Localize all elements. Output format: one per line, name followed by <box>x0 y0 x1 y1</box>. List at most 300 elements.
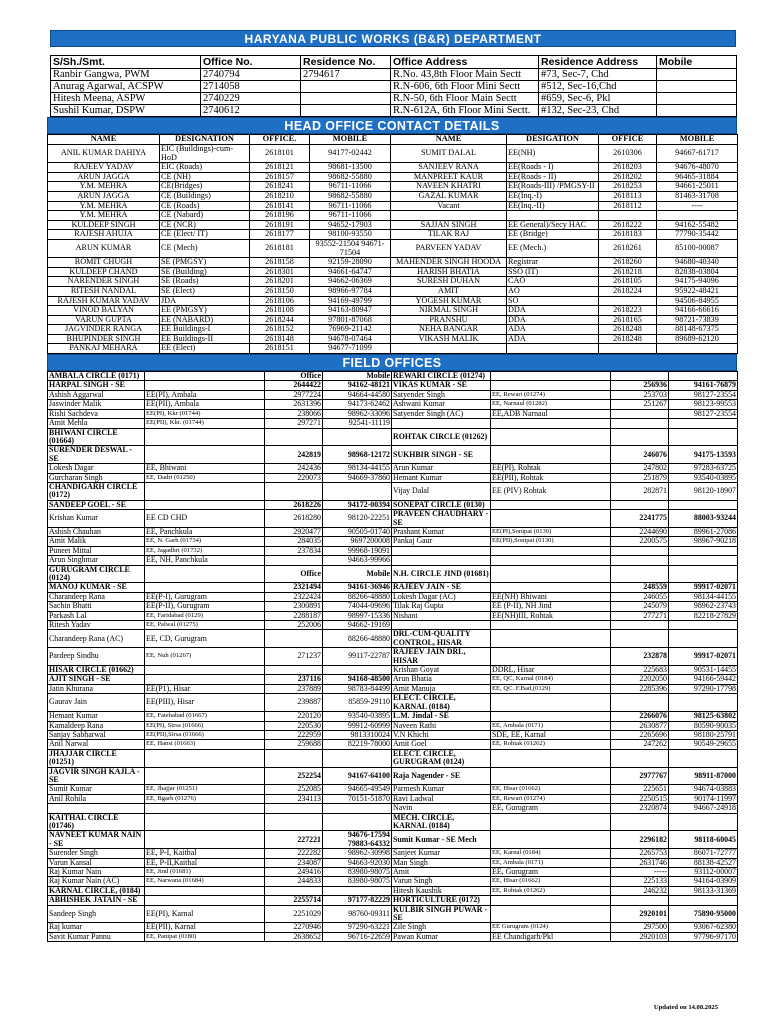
field-cell: 2250515 <box>611 794 669 803</box>
officer-row <box>51 81 737 93</box>
field-row <box>48 556 738 565</box>
head-office-cell: 2618141 <box>250 201 310 211</box>
field-cell: 2631746 <box>611 858 669 867</box>
field-cell <box>392 621 491 630</box>
field-cell: Satyender Singh (AC) <box>392 409 491 418</box>
head-office-cell: Registrar <box>507 258 599 268</box>
field-cell <box>611 621 669 630</box>
field-cell: 2320874 <box>611 804 669 813</box>
head-office-cell: 2618191 <box>250 220 310 230</box>
field-cell: EE(PII), Ambala <box>145 400 265 409</box>
field-row <box>48 419 738 428</box>
field-cell: HARPAL SINGH - SE <box>48 381 145 390</box>
field-cell: SONEPAT CIRCLE (0130) <box>392 500 491 509</box>
field-cell <box>491 372 611 381</box>
head-office-cell: Vacant <box>391 201 507 211</box>
head-office-cell: EIC (Buildings)-cum-HoD <box>160 145 250 163</box>
head-office-cell: 2618218 <box>599 267 657 277</box>
field-cell <box>669 621 738 630</box>
field-row <box>48 583 738 592</box>
head-office-cell <box>507 344 599 354</box>
head-office-cell: RAJESH AHUJA <box>48 230 160 240</box>
field-cell <box>145 482 265 500</box>
field-cell: 2266076 <box>611 712 669 721</box>
head-office-cell: EE(NH) <box>507 145 599 163</box>
field-cell: Satyender Singh <box>392 390 491 399</box>
head-office-cell: 94677-71099 <box>310 344 391 354</box>
officer-cell: R.N-50, 6th Floor Main Sectt <box>391 93 539 105</box>
field-row <box>48 749 738 767</box>
field-cell: EE(PI), Rohtak <box>491 464 611 473</box>
officer-cell: R.N-612A, 6th Floor Mini Sectt. <box>391 105 539 117</box>
field-cell: EE,ADB Narnaul <box>491 409 611 418</box>
field-cell <box>323 749 392 767</box>
field-cell <box>611 409 669 418</box>
field-cell <box>145 428 265 446</box>
field-cell <box>491 905 611 923</box>
field-row <box>48 932 738 941</box>
field-cell: 94173-62462 <box>323 400 392 409</box>
field-cell: 2200575 <box>611 537 669 546</box>
field-cell <box>145 446 265 464</box>
head-office-header-cell: MOBILE <box>657 135 738 145</box>
field-row <box>48 868 738 877</box>
field-cell <box>669 372 738 381</box>
field-cell: MANOJ KUMAR - SE <box>48 583 145 592</box>
field-cell: Kamaldeep Rana <box>48 721 145 730</box>
head-office-cell: PARVEEN YADAV <box>391 239 507 257</box>
head-office-cell <box>391 211 507 221</box>
field-cell: Amit Goel <box>392 740 491 749</box>
head-office-cell: DDA <box>507 315 599 325</box>
field-cell: EE Gurugram (0124) <box>491 923 611 932</box>
head-office-cell: VIKASH MALIK <box>391 334 507 344</box>
officer-cell <box>301 105 391 117</box>
field-cell <box>145 583 265 592</box>
field-cell: 2241775 <box>611 510 669 528</box>
field-cell: Pardeep Sindhu <box>48 648 145 666</box>
field-cell: Savit Kumar Pannu <box>48 932 145 941</box>
head-office-cell: SE (PMGSY) <box>160 258 250 268</box>
head-office-row <box>48 211 738 221</box>
field-cell: EE(NH)III, Rohtak <box>491 611 611 620</box>
field-cell: EE, Rewari (01274) <box>491 390 611 399</box>
head-office-cell: ARUN JAGGA <box>48 172 160 182</box>
field-row <box>48 390 738 399</box>
field-cell <box>669 749 738 767</box>
field-cell <box>611 419 669 428</box>
field-cell: 9813310024 <box>323 730 392 739</box>
field-cell: 2977224 <box>265 390 323 399</box>
head-office-cell: SE (Building) <box>160 267 250 277</box>
field-cell: ----- <box>611 868 669 877</box>
field-cell: 98125-63802 <box>669 712 738 721</box>
field-cell: EE(P1), Hisar <box>145 684 265 693</box>
field-row <box>48 546 738 555</box>
field-cell: EE Chandigarh/Pkl <box>491 932 611 941</box>
field-cell: Sumit Kumar <box>48 785 145 794</box>
head-office-cell: 2618201 <box>250 277 310 287</box>
head-office-cell: 2618202 <box>599 172 657 182</box>
head-office-cell: 2618158 <box>250 258 310 268</box>
field-cell: 93112-00007 <box>669 868 738 877</box>
field-cell <box>265 630 323 648</box>
field-cell: EE(PII),Sonipat (0130) <box>491 537 611 546</box>
field-cell: 297271 <box>265 419 323 428</box>
field-cell: 94669-37860 <box>323 473 392 482</box>
field-cell: Sumit Kumar - SE Mech <box>392 831 491 849</box>
head-office-header-cell: DESIGATION <box>507 135 599 145</box>
field-cell <box>145 381 265 390</box>
field-cell: 256936 <box>611 381 669 390</box>
field-cell: GURUGRAM CIRCLE (0124) <box>48 565 145 583</box>
field-cell: 82218-27829 <box>669 611 738 620</box>
field-row <box>48 630 738 648</box>
field-cell: HORTICULTURE (0172) <box>392 896 491 905</box>
head-office-cell: PANKAJ MEHARA <box>48 344 160 354</box>
field-cell <box>669 500 738 509</box>
head-office-cell: RITESH NANDAL <box>48 286 160 296</box>
field-cell <box>491 896 611 905</box>
field-cell <box>145 675 265 684</box>
field-cell <box>265 804 323 813</box>
field-cell: DRL-CUM-QUALITY CONTROL, HISAR <box>392 630 491 648</box>
field-row <box>48 794 738 803</box>
head-office-cell: CAO <box>507 277 599 287</box>
head-office-cell: DDA <box>507 306 599 316</box>
field-row <box>48 565 738 583</box>
head-office-cell: 98682-55880 <box>310 191 391 201</box>
field-cell: EE, Karnal (0184) <box>491 849 611 858</box>
field-cell: 234087 <box>265 858 323 867</box>
field-cell: VIKAS KUMAR - SE <box>392 381 491 390</box>
field-cell: 225683 <box>611 666 669 675</box>
head-office-cell: SSO (IT) <box>507 267 599 277</box>
field-cell: Krishan Kumar <box>48 510 145 528</box>
field-cell: Hemant Kumar <box>48 712 145 721</box>
field-cell: SUKHBIR SINGH - SE <box>392 446 491 464</box>
officer-cell: 2740612 <box>201 105 301 117</box>
field-cell: EE, Panipat (0180) <box>145 932 265 941</box>
field-row <box>48 611 738 620</box>
field-cell: 2202050 <box>611 675 669 684</box>
field-cell: ELECT. CIRCLE, KARNAL (0184) <box>392 694 491 712</box>
field-cell: 249416 <box>265 868 323 877</box>
head-office-cell: SAJJAN SINGH <box>391 220 507 230</box>
head-office-cell: EE (Bridge) <box>507 230 599 240</box>
head-office-cell: TILAK RAJ <box>391 230 507 240</box>
field-row <box>48 767 738 785</box>
head-office-cell: SUMIT DALAL <box>391 145 507 163</box>
field-row <box>48 712 738 721</box>
head-office-cell: YOGESH KUMAR <box>391 296 507 306</box>
field-cell: EE, P-II,Kaithal <box>145 858 265 867</box>
field-cell: 248559 <box>611 583 669 592</box>
field-cell: 2920101 <box>611 905 669 923</box>
head-office-cell: 2618157 <box>250 172 310 182</box>
officers-header-cell: S/Sh./Smt. <box>51 56 201 69</box>
field-cell: 94161-36946 <box>323 583 392 592</box>
head-office-cell: MAHENDER SINGH HOODA <box>391 258 507 268</box>
field-cell: 284035 <box>265 537 323 546</box>
head-office-cell: EE (NABARD) <box>160 315 250 325</box>
field-cell: JAGVIR SINGH KAJLA - SE <box>48 767 145 785</box>
officer-cell <box>301 93 391 105</box>
field-cell <box>491 712 611 721</box>
field-row <box>48 804 738 813</box>
head-office-cell: KULDEEP SINGH <box>48 220 160 230</box>
field-cell: 90531-14455 <box>669 666 738 675</box>
head-office-cell: CE (Roads) <box>160 201 250 211</box>
field-cell <box>611 630 669 648</box>
head-office-header-cell: OFFICE. <box>250 135 310 145</box>
head-office-cell: 94166-66616 <box>657 306 738 316</box>
head-office-cell: CE (NH) <box>160 172 250 182</box>
field-cell: KAITHAL CIRCLE (01746) <box>48 813 145 831</box>
head-office-cell <box>599 211 657 221</box>
field-cell: Charandeep Rana (AC) <box>48 630 145 648</box>
head-office-cell: ---- <box>657 201 738 211</box>
field-cell: EE(PI),Sonipat (0130) <box>491 527 611 536</box>
field-cell <box>491 831 611 849</box>
head-office-row <box>48 191 738 201</box>
field-cell: Parmesh Kumar <box>392 785 491 794</box>
field-cell: 2265696 <box>611 730 669 739</box>
field-row <box>48 473 738 482</box>
field-cell: DDRL, Hisar <box>491 666 611 675</box>
head-office-cell: 89689-62120 <box>657 334 738 344</box>
field-cell: Pankaj Gaur <box>392 537 491 546</box>
field-cell: 246076 <box>611 446 669 464</box>
head-office-cell: SE (Elect) <box>160 286 250 296</box>
field-cell: EE CD CHD <box>145 510 265 528</box>
field-cell: Ashwani Kumar <box>392 400 491 409</box>
field-cell: 2920103 <box>611 932 669 941</box>
field-cell: 237834 <box>265 546 323 555</box>
head-office-cell: NEHA BANGAR <box>391 325 507 335</box>
head-office-cell: 2618121 <box>250 163 310 173</box>
head-office-header-cell: MOBILE <box>310 135 391 145</box>
field-cell <box>265 428 323 446</box>
field-cell <box>491 565 611 583</box>
field-row <box>48 923 738 932</box>
field-cell: REWARI CIRCLE (01274) <box>392 372 491 381</box>
officers-header-cell: Mobile <box>657 56 737 69</box>
field-cell: 92541-11119 <box>323 419 392 428</box>
head-office-cell: CE (Mech) <box>160 239 250 257</box>
officer-cell <box>301 81 391 93</box>
head-office-cell: EE(Inq.-I) <box>507 191 599 201</box>
head-office-cell <box>391 344 507 354</box>
head-office-row <box>48 344 738 354</box>
head-office-cell: 2618253 <box>599 182 657 192</box>
field-row <box>48 500 738 509</box>
field-cell: 2300891 <box>265 602 323 611</box>
head-office-cell: 96711-11066 <box>310 211 391 221</box>
head-office-cell: EIC (Roads) <box>160 163 250 173</box>
head-office-cell: AMIT <box>391 286 507 296</box>
officer-cell: 2714058 <box>201 81 301 93</box>
field-cell <box>145 886 265 895</box>
field-cell: 252085 <box>265 785 323 794</box>
field-cell: EE (PIV) Rohtak <box>491 482 611 500</box>
field-cell: 98968-12172 <box>323 446 392 464</box>
field-cell: EE(PI), Sirsa (01666) <box>145 721 265 730</box>
head-office-cell: EE Buildings-I <box>160 325 250 335</box>
head-office-cell: 94162-55482 <box>657 220 738 230</box>
field-cell: V.N Khichi <box>392 730 491 739</box>
field-cell: 97177-82229 <box>323 896 392 905</box>
head-office-cell: CE(Bridges) <box>160 182 250 192</box>
field-row <box>48 905 738 923</box>
field-cell: EE, Ambala (0171) <box>491 721 611 730</box>
officer-cell <box>657 81 737 93</box>
head-office-cell: 2618165 <box>599 315 657 325</box>
field-cell: EE, Gurugram <box>491 804 611 813</box>
field-cell <box>491 381 611 390</box>
field-cell: 251879 <box>611 473 669 482</box>
field-cell: 90549-29655 <box>669 740 738 749</box>
field-row <box>48 831 738 849</box>
field-cell: EE, Bhiwani <box>145 464 265 473</box>
head-office-cell: 94506-84955 <box>657 296 738 306</box>
head-office-row <box>48 306 738 316</box>
field-cell <box>611 546 669 555</box>
officers-header-cell: Office Address <box>391 56 539 69</box>
field-cell: 232878 <box>611 648 669 666</box>
field-cell: 99117-22787 <box>323 648 392 666</box>
field-cell: 94667-24918 <box>669 804 738 813</box>
field-cell: EE, Gurugram <box>491 868 611 877</box>
field-row <box>48 666 738 675</box>
head-office-cell: NARENDER SINGH <box>48 277 160 287</box>
field-cell: 2288187 <box>265 611 323 620</box>
field-cell: EE, Jagadhri (01732) <box>145 546 265 555</box>
field-cell: 225133 <box>611 877 669 886</box>
field-cell: EE(PI), Ambala <box>145 390 265 399</box>
field-cell: EE(PIII), Hisar <box>145 694 265 712</box>
field-cell: EE(PII), Karnal <box>145 923 265 932</box>
field-row <box>48 409 738 418</box>
field-cell: 98962-33096 <box>323 409 392 418</box>
field-cell: EE, Ambala (0171) <box>491 858 611 867</box>
field-cell: Varun Kansal <box>48 858 145 867</box>
field-cell: 97290-63221 <box>323 923 392 932</box>
field-cell <box>145 500 265 509</box>
field-cell: 83980-98075 <box>323 877 392 886</box>
field-cell: 94161-76879 <box>669 381 738 390</box>
head-office-header-row <box>48 135 738 145</box>
officer-cell <box>657 69 737 81</box>
head-office-row <box>48 267 738 277</box>
field-cell: EE, Hansi (01663) <box>145 740 265 749</box>
head-office-cell: 2618181 <box>250 239 310 257</box>
field-cell: 97290-17798 <box>669 684 738 693</box>
field-cell: Puneet Mittal <box>48 546 145 555</box>
field-cell: Lokesh Dagar <box>48 464 145 473</box>
field-cell <box>491 583 611 592</box>
field-cell: 98962-23743 <box>669 602 738 611</box>
field-cell: Sachin Bhatti <box>48 602 145 611</box>
department-title: HARYANA PUBLIC WORKS (B&R) DEPARTMENT <box>50 30 736 47</box>
field-cell <box>611 813 669 831</box>
head-office-cell <box>657 211 738 221</box>
document-page <box>47 30 737 942</box>
field-cell: Sanjay Sabharwal <box>48 730 145 739</box>
field-cell: 220530 <box>265 721 323 730</box>
field-cell <box>491 446 611 464</box>
field-cell: EE, P-I, Kaithal <box>145 849 265 858</box>
head-office-cell: KULDEEP CHAND <box>48 267 160 277</box>
field-cell: Ravi Ladwal <box>392 794 491 803</box>
field-cell: Jatin Khurana <box>48 684 145 693</box>
field-cell: EE, Panchkula <box>145 527 265 536</box>
field-cell: 297500 <box>611 923 669 932</box>
field-cell: EE, QC. F.Bad,(0129) <box>491 684 611 693</box>
field-cell: Raja Nagender - SE <box>392 767 491 785</box>
head-office-cell: CE (Elect/ IT) <box>160 230 250 240</box>
field-cell: 98967-90218 <box>669 537 738 546</box>
field-cell: EE, Narnaul (01282) <box>491 400 611 409</box>
field-cell: 2296182 <box>611 831 669 849</box>
field-cell <box>145 767 265 785</box>
field-cell: 82219-78000 <box>323 740 392 749</box>
field-row <box>48 482 738 500</box>
head-office-cell: ARUN KUMAR <box>48 239 160 257</box>
field-cell <box>265 886 323 895</box>
field-cell: 220120 <box>265 712 323 721</box>
field-cell <box>611 500 669 509</box>
field-cell <box>265 749 323 767</box>
field-cell <box>669 546 738 555</box>
field-cell: 2265753 <box>611 849 669 858</box>
head-office-cell: JAGVINDER RANGA <box>48 325 160 335</box>
head-office-cell: VARUN GUPTA <box>48 315 160 325</box>
head-office-cell: ANIL KUMAR DAHIYA <box>48 145 160 163</box>
head-office-cell: 94680-40340 <box>657 258 738 268</box>
field-cell: EE(P-II), Gurugram <box>145 602 265 611</box>
field-cell: Pawan Kumar <box>392 932 491 941</box>
field-cell <box>611 428 669 446</box>
field-cell: EE, Dadri (01250) <box>145 473 265 482</box>
field-cell: 2285396 <box>611 684 669 693</box>
head-office-cell: 82838-03804 <box>657 267 738 277</box>
field-cell <box>611 749 669 767</box>
field-cell: 98127-23554 <box>669 390 738 399</box>
field-cell: 93540-03895 <box>669 473 738 482</box>
field-offices-title: FIELD OFFICES <box>47 354 737 371</box>
field-cell <box>669 556 738 565</box>
field-cell: 98120-22251 <box>323 510 392 528</box>
field-cell: Nishant <box>392 611 491 620</box>
field-cell: MECH. CIRCLE, KARNAL (0184) <box>392 813 491 831</box>
officer-cell: R.No. 43,8th Floor Main Sectt <box>391 69 539 81</box>
field-cell <box>669 419 738 428</box>
field-cell: 74044-09696 <box>323 602 392 611</box>
field-cell: 2977767 <box>611 767 669 785</box>
field-cell: 99912-60999 <box>323 721 392 730</box>
head-office-row <box>48 182 738 192</box>
field-cell: EE, Rohtak (01262) <box>491 740 611 749</box>
field-cell: Gaurav Jain <box>48 694 145 712</box>
field-cell: 98127-23554 <box>669 409 738 418</box>
field-cell: 98783-84499 <box>323 684 392 693</box>
field-cell <box>323 666 392 675</box>
head-office-cell: 2618222 <box>599 220 657 230</box>
head-office-row <box>48 201 738 211</box>
field-cell: 9697200008 <box>323 537 392 546</box>
head-office-row <box>48 334 738 344</box>
